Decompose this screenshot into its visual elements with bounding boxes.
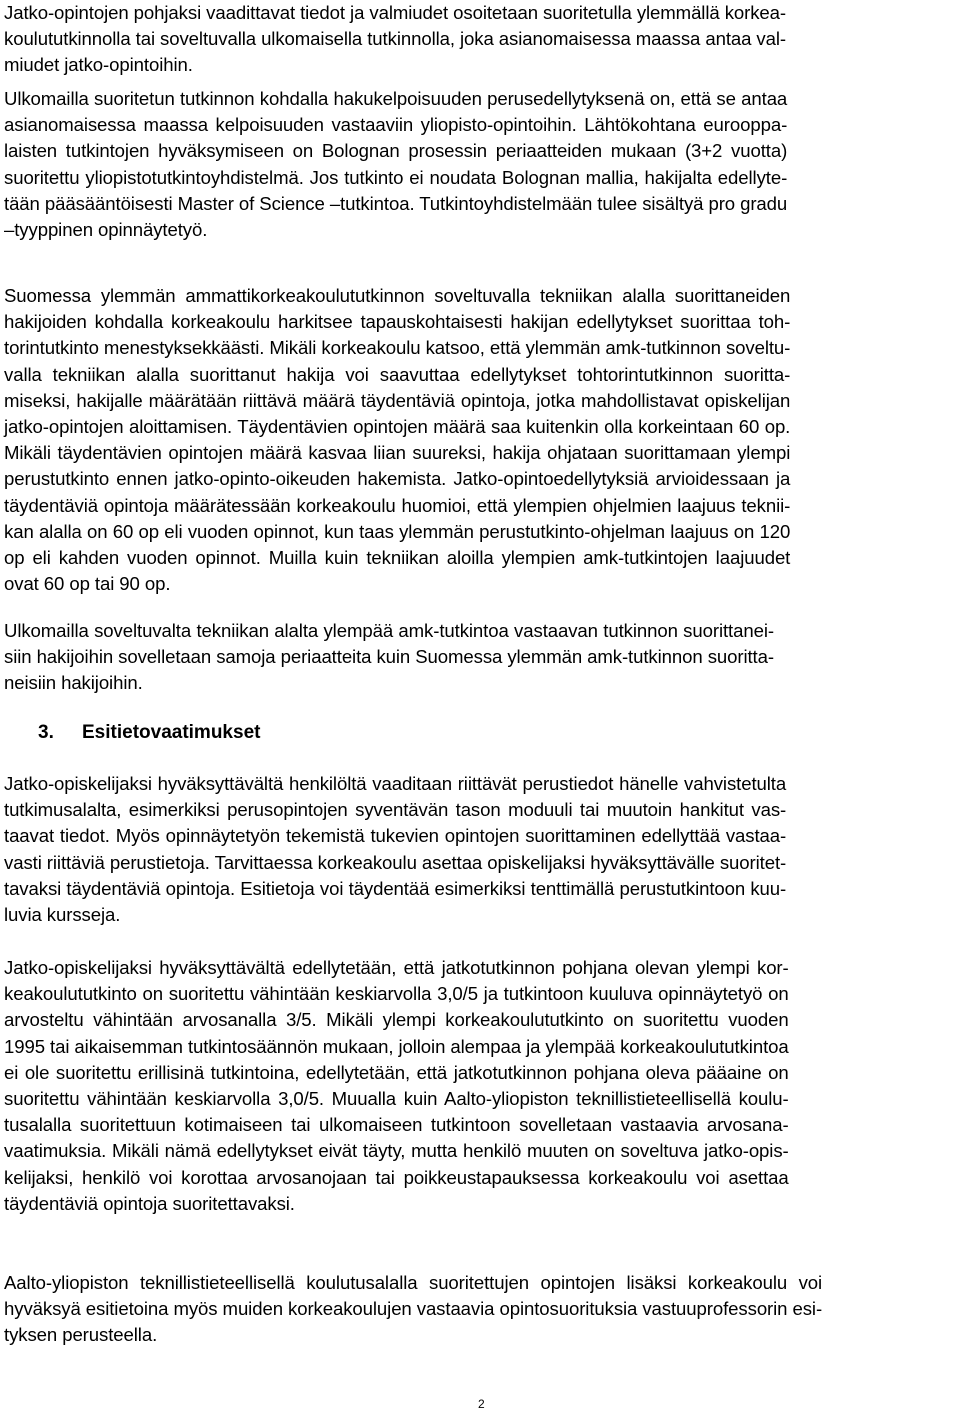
section-title: Esitietovaatimukset — [82, 722, 261, 743]
text-line: Suomessa ylemmän ammattikorkeakoulututkinnon soveltuvalla tekniikan alalla suorittaneiden — [4, 285, 791, 306]
text-line: luvia kursseja. — [4, 904, 121, 926]
text-line: op eli kahden vuoden opinnot. Muilla kuin tekniikan aloilla ylempien amk-tutkintojen laajuudet — [4, 547, 791, 569]
text-line: vasti riittäviä perustietoja. Tarvittaessa korkeakoulu asettaa opiskelijaksi hyväksyttävälle suoritet- — [4, 851, 787, 873]
text-line: perustutkinto ennen jatko-opinto-oikeuden hakemista. Jatko-opintoedellytyksiä arvioidessaan ja — [4, 468, 791, 490]
paragraph-2 — [4, 86, 787, 243]
text-line: Ulkomailla soveltuvalta tekniikan alalta ylempää amk-tutkintoa vastaavan tutkinnon suorittanei- — [4, 620, 774, 641]
text-line: Aalto-yliopiston teknillistieteellisellä koulutusalalla suoritettujen opintojen lisäksi korkeakoulu voi — [4, 1272, 823, 1293]
paragraph-7 — [4, 1270, 822, 1349]
text-line: 1995 tai aikaisemman tutkintosäännön mukaan, jolloin alempaa ja ylempää korkeakoulututkintoa — [4, 1035, 789, 1057]
text-line: täydentäviä opintoja määrätessään korkeakoulu huomioi, että ylempien ohjelmien laajuus teknii- — [4, 494, 791, 516]
text-line: Jatko-opintojen pohjaksi vaadittavat tiedot ja valmiudet osoitetaan suoritetulla ylemmällä korkea- — [4, 2, 786, 23]
text-line: neisiin hakijoihin. — [4, 672, 143, 694]
text-line: miseksi, hakijalle määrätään riittävä määrä täydentäviä opintoja, jotka mahdollistavat opiskelijan — [4, 389, 791, 411]
text-line: suoritettu yliopistotutkintoyhdistelmä. Jos tutkinto ei noudata Bolognan mallia, hakijalta edellyte- — [4, 166, 788, 188]
text-line: arvosteltu vähintään arvosanalla 3/5. Mikäli ylempi korkeakoulututkinto on suoritettu vuoden — [4, 1009, 789, 1031]
text-line: valla tekniikan alalla suorittanut hakija voi saavuttaa edellytykset tohtorintutkinnon suoritta- — [4, 363, 791, 385]
text-line: torintutkinto menestyksekkäästi. Mikäli korkeakoulu katsoo, että ylemmän amk-tutkinnon soveltu- — [4, 337, 791, 359]
text-line: siin hakijoihin sovelletaan samoja periaatteita kuin Suomessa ylemmän amk-tutkinnon suoritta- — [4, 646, 774, 668]
text-line: ei ole suoritettu erillisinä tutkintoina, edellytetään, että jatkotutkinnon pohjana oleva pääaine on — [4, 1061, 789, 1083]
text-line: Jatko-opiskelijaksi hyväksyttävältä edellytetään, että jatkotutkinnon pohjana olevan ylempi kor- — [4, 957, 789, 978]
paragraph-5 — [4, 771, 786, 928]
text-line: tusalalla suoritettuun kotimaiseen tai ulkomaiseen tutkintoon sovelletaan vastaavia arvosana- — [4, 1114, 789, 1136]
text-line: miudet jatko-opintoihin. — [4, 54, 193, 76]
section-heading — [38, 720, 260, 746]
paragraph-4 — [4, 618, 774, 697]
paragraph-1 — [4, 0, 786, 79]
page-number: 2 — [478, 1397, 485, 1411]
text-line: keakoulututkinto on suoritettu vähintään keskiarvolla 3,0/5 ja tutkintoon kuuluva opinnäytetyö on — [4, 983, 789, 1005]
text-line: laisten tutkintojen hyväksymiseen on Bolognan prosessin periaatteiden mukaan (3+2 vuotta) — [4, 140, 788, 162]
text-line: ovat 60 op tai 90 op. — [4, 573, 171, 595]
text-line: tään pääsääntöisesti Master of Science –tutkintoa. Tutkintoyhdistelmään tulee sisältyä pro gradu — [4, 192, 788, 214]
text-line: suoritettu vähintään keskiarvolla 3,0/5. Muualla kuin Aalto-yliopiston teknillistieteellisellä koulu- — [4, 1088, 789, 1110]
text-line: koulututkinnolla tai soveltuvalla ulkomaisella tutkinnolla, joka asianomaisessa maassa antaa val- — [4, 28, 786, 50]
text-line: asianomaisessa maassa kelpoisuuden vastaaviin yliopisto-opintoihin. Lähtökohtana eurooppa- — [4, 114, 788, 136]
text-line: vaatimuksia. Mikäli nämä edellytykset eivät täyty, mutta henkilö muuten on soveltuva jatko-opis- — [4, 1140, 789, 1162]
text-line: –tyyppinen opinnäytetyö. — [4, 219, 208, 241]
paragraph-6 — [4, 955, 789, 1217]
paragraph-3 — [4, 283, 790, 597]
text-line: kelijaksi, henkilö voi korottaa arvosanojaan tai poikkeustapauksessa korkeakoulu voi asettaa — [4, 1166, 789, 1188]
text-line: hyväksyä esitietoina myös muiden korkeakoulujen vastaavia opintosuorituksia vastuuprofessorin esi- — [4, 1298, 823, 1320]
text-line: täydentäviä opintoja suoritettavaksi. — [4, 1192, 295, 1214]
text-line: Jatko-opiskelijaksi hyväksyttävältä henkilöltä vaaditaan riittävät perustiedot hänelle vahvistetulta — [4, 773, 787, 794]
text-line: taavat tiedot. Myös opinnäytetyön tekemistä tukevien opintojen suorittaminen edellyttää vastaa- — [4, 825, 787, 847]
text-line: kan alalla on 60 op eli vuoden opinnot, kun taas ylemmän perustutkinto-ohjelman laajuus on 120 — [4, 520, 791, 542]
text-line: tyksen perusteella. — [4, 1324, 158, 1346]
text-line: hakijoiden kohdalla korkeakoulu harkitsee tapauskohtaisesti hakijan edellytykset suorittaa toh- — [4, 311, 791, 333]
text-line: tutkimusalalta, esimerkiksi perusopintojen syventävän tason moduuli tai muutoin hankitut vas- — [4, 799, 787, 821]
text-line: Ulkomailla suoritetun tutkinnon kohdalla hakukelpoisuuden perusedellytyksenä on, että se antaa — [4, 88, 788, 109]
text-line: tavaksi täydentäviä opintoja. Esitietoja voi täydentää esimerkiksi tenttimällä perustutkintoon kuu- — [4, 877, 787, 899]
section-number: 3. — [38, 722, 54, 743]
text-line: jatko-opintojen aloittamisen. Täydentävien opintojen määrä saa kuitenkin olla korkeintaan 60 op. — [4, 416, 791, 438]
text-line: Mikäli täydentävien opintojen määrä kasvaa liian suureksi, hakija ohjataan suorittamaan ylempi — [4, 442, 791, 464]
